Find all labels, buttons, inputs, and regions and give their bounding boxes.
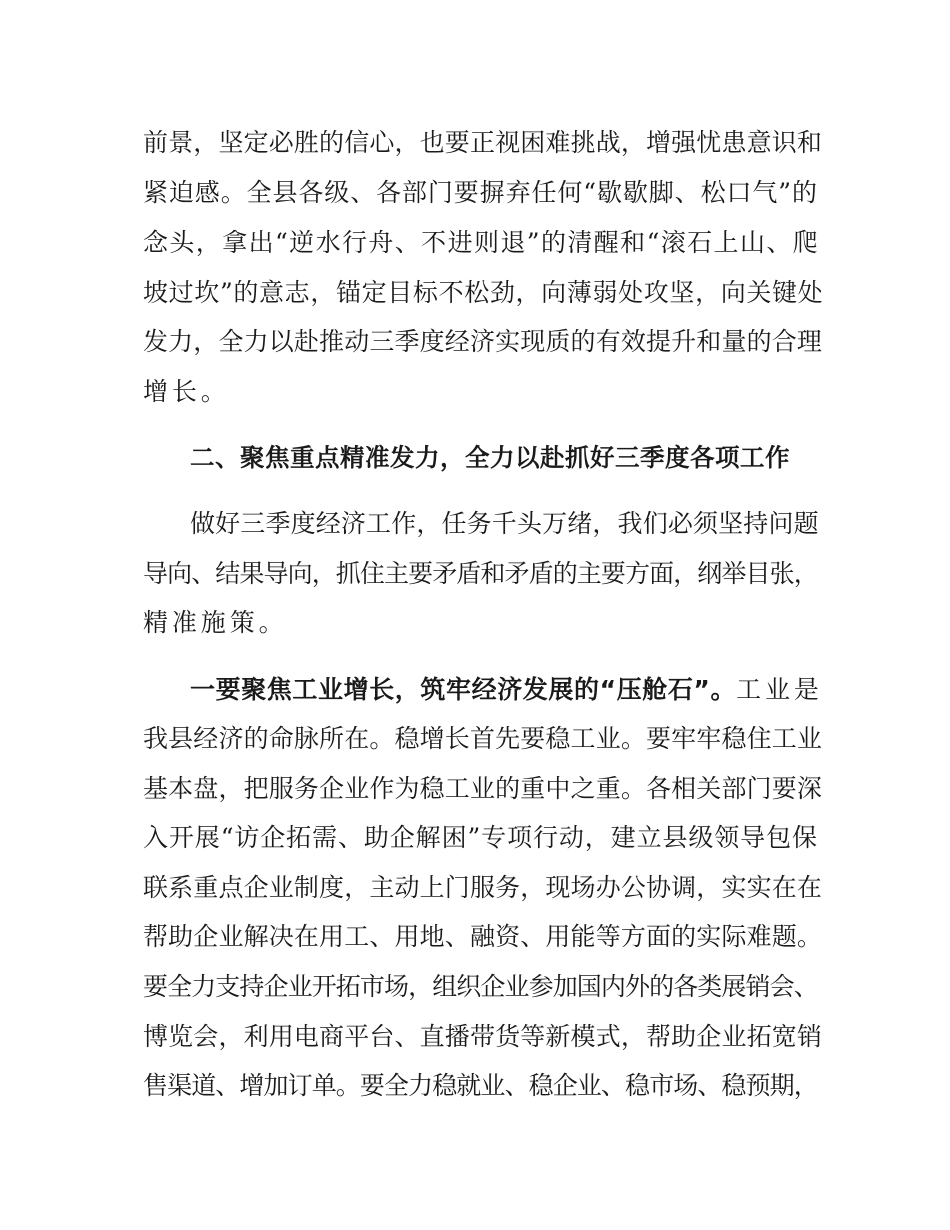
section-heading: 二、聚焦重点精准发力，全力以赴抓好三季度各项工作: [190, 443, 790, 472]
paragraph-1-line-2: 紧迫感。全县各级、各部门要摒弃任何“歇歇脚、松口气”的: [143, 178, 818, 207]
paragraph-3-line-7: 要全力支持企业开拓市场，组织企业参加国内外的各类展销会、: [143, 972, 818, 1001]
paragraph-3-lead-bold: 一要聚焦工业增长，筑牢经济发展的“压舱石”。: [190, 675, 737, 704]
paragraph-3-lead-rest: 工业是: [736, 675, 823, 704]
paragraph-3-line-1: [190, 674, 823, 706]
paragraph-3-line-2: 我县经济的命脉所在。稳增长首先要稳工业。要牢牢稳住工业: [143, 724, 823, 753]
paragraph-3-line-8: 博览会，利用电商平台、直播带货等新模式，帮助企业拓宽销: [143, 1022, 823, 1051]
paragraph-1-line-6: 增长。: [143, 377, 230, 406]
paragraph-2-line-2: 导向、结果导向，抓住主要矛盾和矛盾的主要方面，纲举目张，: [143, 559, 818, 588]
paragraph-3-line-6: 帮助企业解决在用工、用地、融资、用能等方面的实际难题。: [143, 922, 823, 951]
paragraph-1-line-5: 发力，全力以赴推动三季度经济实现质的有效提升和量的合理: [143, 327, 823, 356]
paragraph-2-line-1: 做好三季度经济工作，任务千头万绪，我们必须坚持问题: [190, 509, 819, 538]
paragraph-3-line-9: 售渠道、增加订单。要全力稳就业、稳企业、稳市场、稳预期，: [143, 1071, 818, 1100]
paragraph-3-line-5: 联系重点企业制度，主动上门服务，现场办公协调，实实在在: [143, 873, 823, 902]
paragraph-3-line-4: 入开展“访企拓需、助企解困”专项行动，建立县级领导包保: [143, 823, 818, 852]
paragraph-1-line-3: 念头，拿出“逆水行舟、不进则退”的清醒和“滚石上山、爬: [143, 228, 820, 257]
paragraph-2-line-3: 精准施策。: [143, 608, 288, 637]
paragraph-1-line-1: 前景，坚定必胜的信心，也要正视困难挑战，增强忧患意识和: [143, 128, 823, 157]
paragraph-1-line-4: 坡过坎”的意志，锚定目标不松劲，向薄弱处攻坚，向关键处: [143, 278, 824, 307]
paragraph-3-line-3: 基本盘，把服务企业作为稳工业的重中之重。各相关部门要深: [143, 774, 823, 803]
